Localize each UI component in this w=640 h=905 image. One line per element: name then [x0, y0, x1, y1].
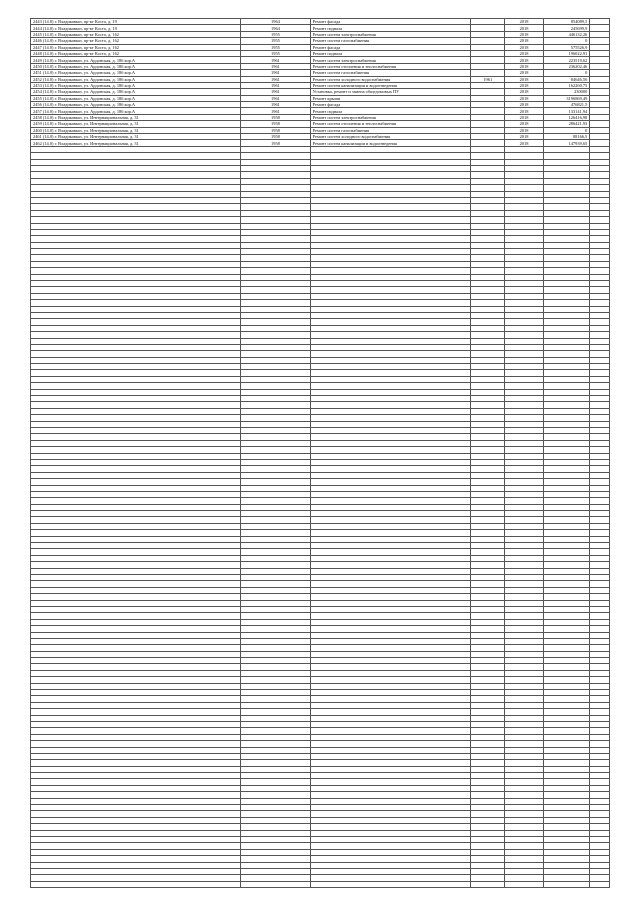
table-row	[31, 50, 610, 56]
cost-cell: 223519,62	[543, 57, 590, 63]
address-cell: 2462 (14.0) г. Владикавказ, ул. Интернациональная, д. 31	[31, 140, 241, 146]
plan-year-cell: 2018	[505, 70, 543, 76]
plan-year-cell: 2018	[505, 82, 543, 88]
cost-cell: 0	[543, 38, 590, 44]
work-type-cell: Ремонт фасада	[310, 19, 471, 25]
cost-cell: 476821,5	[543, 102, 590, 108]
build-year-cell: 1955	[241, 31, 310, 37]
address-cell: 2455 (14.0) г. Владикавказ, ул. Ардонская, д. 186 кор.А	[31, 95, 241, 101]
address-cell: 2451 (14.0) г. Владикавказ, ул. Ардонская, д. 186 кор.А	[31, 70, 241, 76]
work-type-cell: Ремонт систем газоснабжения	[310, 127, 471, 133]
cost-cell: 286421,93	[543, 121, 590, 127]
plan-year-cell: 2018	[505, 114, 543, 120]
table-row	[31, 127, 610, 133]
cost-cell: 854089,5	[543, 19, 590, 25]
address-cell: 2449 (14.0) г. Владикавказ, ул. Ардонская, д. 186 кор.А	[31, 57, 241, 63]
cost-cell: 3196869,49	[543, 95, 590, 101]
cost-cell: 84646,56	[543, 76, 590, 82]
address-cell: 2445 (14.0) г. Владикавказ, пр-кт Коста, д. 162	[31, 31, 241, 37]
address-cell: 2443 (14.0) г. Владикавказ, пр-кт Коста, д. 19	[31, 19, 241, 25]
cost-cell: 575526,9	[543, 44, 590, 50]
table-row	[31, 102, 610, 108]
plan-year-cell: 2018	[505, 95, 543, 101]
cost-cell: 236202,46	[543, 63, 590, 69]
table-row	[31, 38, 610, 44]
capital-repair-table	[30, 18, 610, 888]
extra-year-cell: 1961	[471, 76, 505, 82]
table-row	[31, 82, 610, 88]
build-year-cell: 1961	[241, 82, 310, 88]
build-year-cell: 1961	[241, 102, 310, 108]
cost-cell: 147939,65	[543, 140, 590, 146]
build-year-cell: 1961	[241, 57, 310, 63]
table-row	[31, 89, 610, 95]
build-year-cell: 1961	[241, 70, 310, 76]
cost-cell: 126416,98	[543, 114, 590, 120]
cost-cell: 0	[543, 127, 590, 133]
table-row	[31, 95, 610, 101]
table-row	[31, 114, 610, 120]
work-type-cell: Ремонт систем электроснабжения	[310, 57, 471, 63]
address-cell: 2452 (14.0) г. Владикавказ, ул. Ардонская, д. 186 кор.А	[31, 76, 241, 82]
table-body	[31, 19, 610, 889]
plan-year-cell: 2018	[505, 134, 543, 140]
table-row	[31, 121, 610, 127]
cost-cell: 0	[543, 70, 590, 76]
plan-year-cell: 2018	[505, 31, 543, 37]
work-type-cell: Ремонт фасада	[310, 44, 471, 50]
address-cell: 2447 (14.0) г. Владикавказ, пр-кт Коста, д. 162	[31, 44, 241, 50]
plan-year-cell: 2018	[505, 38, 543, 44]
build-year-cell: 1961	[241, 76, 310, 82]
address-cell: 2448 (14.0) г. Владикавказ, пр-кт Коста, д. 162	[31, 50, 241, 56]
work-type-cell: Ремонт подвала	[310, 25, 471, 31]
address-cell: 2444 (14.0) г. Владикавказ, пр-кт Коста, д. 19	[31, 25, 241, 31]
build-year-cell: 1964	[241, 25, 310, 31]
work-type-cell: Ремонт крыши	[310, 95, 471, 101]
table-row	[31, 108, 610, 114]
work-type-cell: Ремонт систем отопления и теплоснабжения	[310, 121, 471, 127]
plan-year-cell: 2018	[505, 76, 543, 82]
work-type-cell: Ремонт систем газоснабжения	[310, 70, 471, 76]
plan-year-cell: 2018	[505, 50, 543, 56]
address-cell: 2459 (14.0) г. Владикавказ, ул. Интернациональная, д. 31	[31, 121, 241, 127]
work-type-cell: Ремонт систем холодного водоснабжения	[310, 134, 471, 140]
table-row	[31, 140, 610, 146]
table-row	[31, 134, 610, 140]
table-row	[31, 70, 610, 76]
table-row	[31, 57, 610, 63]
build-year-cell: 1955	[241, 50, 310, 56]
table-row	[31, 44, 610, 50]
address-cell: 2460 (14.0) г. Владикавказ, ул. Интернациональная, д. 31	[31, 127, 241, 133]
table-row	[31, 63, 610, 69]
build-year-cell: 1961	[241, 89, 310, 95]
cost-cell: 162260,75	[543, 82, 590, 88]
build-year-cell: 1964	[241, 19, 310, 25]
address-cell: 2453 (14.0) г. Владикавказ, ул. Ардонская, д. 186 кор.А	[31, 82, 241, 88]
address-cell: 2458 (14.0) г. Владикавказ, ул. Интернациональная, д. 31	[31, 114, 241, 120]
work-type-cell: Ремонт систем отопления и теплоснабжения	[310, 63, 471, 69]
plan-year-cell: 2018	[505, 63, 543, 69]
build-year-cell: 1958	[241, 134, 310, 140]
build-year-cell: 1961	[241, 95, 310, 101]
build-year-cell: 1961	[241, 108, 310, 114]
plan-year-cell: 2018	[505, 57, 543, 63]
work-type-cell: Установка, ремонт и замена общедомовых ПУ	[310, 89, 471, 95]
cost-cell: 88166,5	[543, 134, 590, 140]
table-row	[31, 31, 610, 37]
work-type-cell: Ремонт систем холодного водоснабжения	[310, 76, 471, 82]
table-row	[31, 76, 610, 82]
plan-year-cell: 2018	[505, 140, 543, 146]
work-type-cell: Ремонт подвала	[310, 50, 471, 56]
work-type-cell: Ремонт систем электроснабжения	[310, 114, 471, 120]
address-cell: 2457 (14.0) г. Владикавказ, ул. Ардонская, д. 186 кор.А	[31, 108, 241, 114]
build-year-cell: 1958	[241, 114, 310, 120]
plan-year-cell: 2018	[505, 25, 543, 31]
plan-year-cell: 2018	[505, 127, 543, 133]
build-year-cell: 1958	[241, 121, 310, 127]
build-year-cell: 1955	[241, 38, 310, 44]
address-cell: 2461 (14.0) г. Владикавказ, ул. Интернациональная, д. 31	[31, 134, 241, 140]
build-year-cell: 1961	[241, 63, 310, 69]
cost-cell: 133141,94	[543, 108, 590, 114]
plan-year-cell: 2018	[505, 89, 543, 95]
address-cell: 2446 (14.0) г. Владикавказ, пр-кт Коста, д. 162	[31, 38, 241, 44]
plan-year-cell: 2018	[505, 102, 543, 108]
work-type-cell: Ремонт систем газоснабжения	[310, 38, 471, 44]
address-cell: 2456 (14.0) г. Владикавказ, ул. Ардонская, д. 186 кор.А	[31, 102, 241, 108]
work-type-cell: Ремонт подвала	[310, 108, 471, 114]
cost-cell: 446132,26	[543, 31, 590, 37]
work-type-cell: Ремонт систем канализации и водоотведения	[310, 82, 471, 88]
cost-cell: 230000	[543, 89, 590, 95]
work-type-cell: Ремонт систем электроснабжения	[310, 31, 471, 37]
build-year-cell: 1958	[241, 140, 310, 146]
build-year-cell: 1958	[241, 127, 310, 133]
plan-year-cell: 2018	[505, 44, 543, 50]
cost-cell: 196022,91	[543, 50, 590, 56]
cost-cell: 245699,9	[543, 25, 590, 31]
build-year-cell: 1955	[241, 44, 310, 50]
address-cell: 2454 (14.0) г. Владикавказ, ул. Ардонская, д. 186 кор.А	[31, 89, 241, 95]
work-type-cell: Ремонт систем канализации и водоотведения	[310, 140, 471, 146]
plan-year-cell: 2018	[505, 121, 543, 127]
plan-year-cell: 2018	[505, 19, 543, 25]
document-sheet	[30, 18, 610, 888]
plan-year-cell: 2018	[505, 108, 543, 114]
address-cell: 2450 (14.0) г. Владикавказ, ул. Ардонская, д. 186 кор.А	[31, 63, 241, 69]
work-type-cell: Ремонт фасада	[310, 102, 471, 108]
